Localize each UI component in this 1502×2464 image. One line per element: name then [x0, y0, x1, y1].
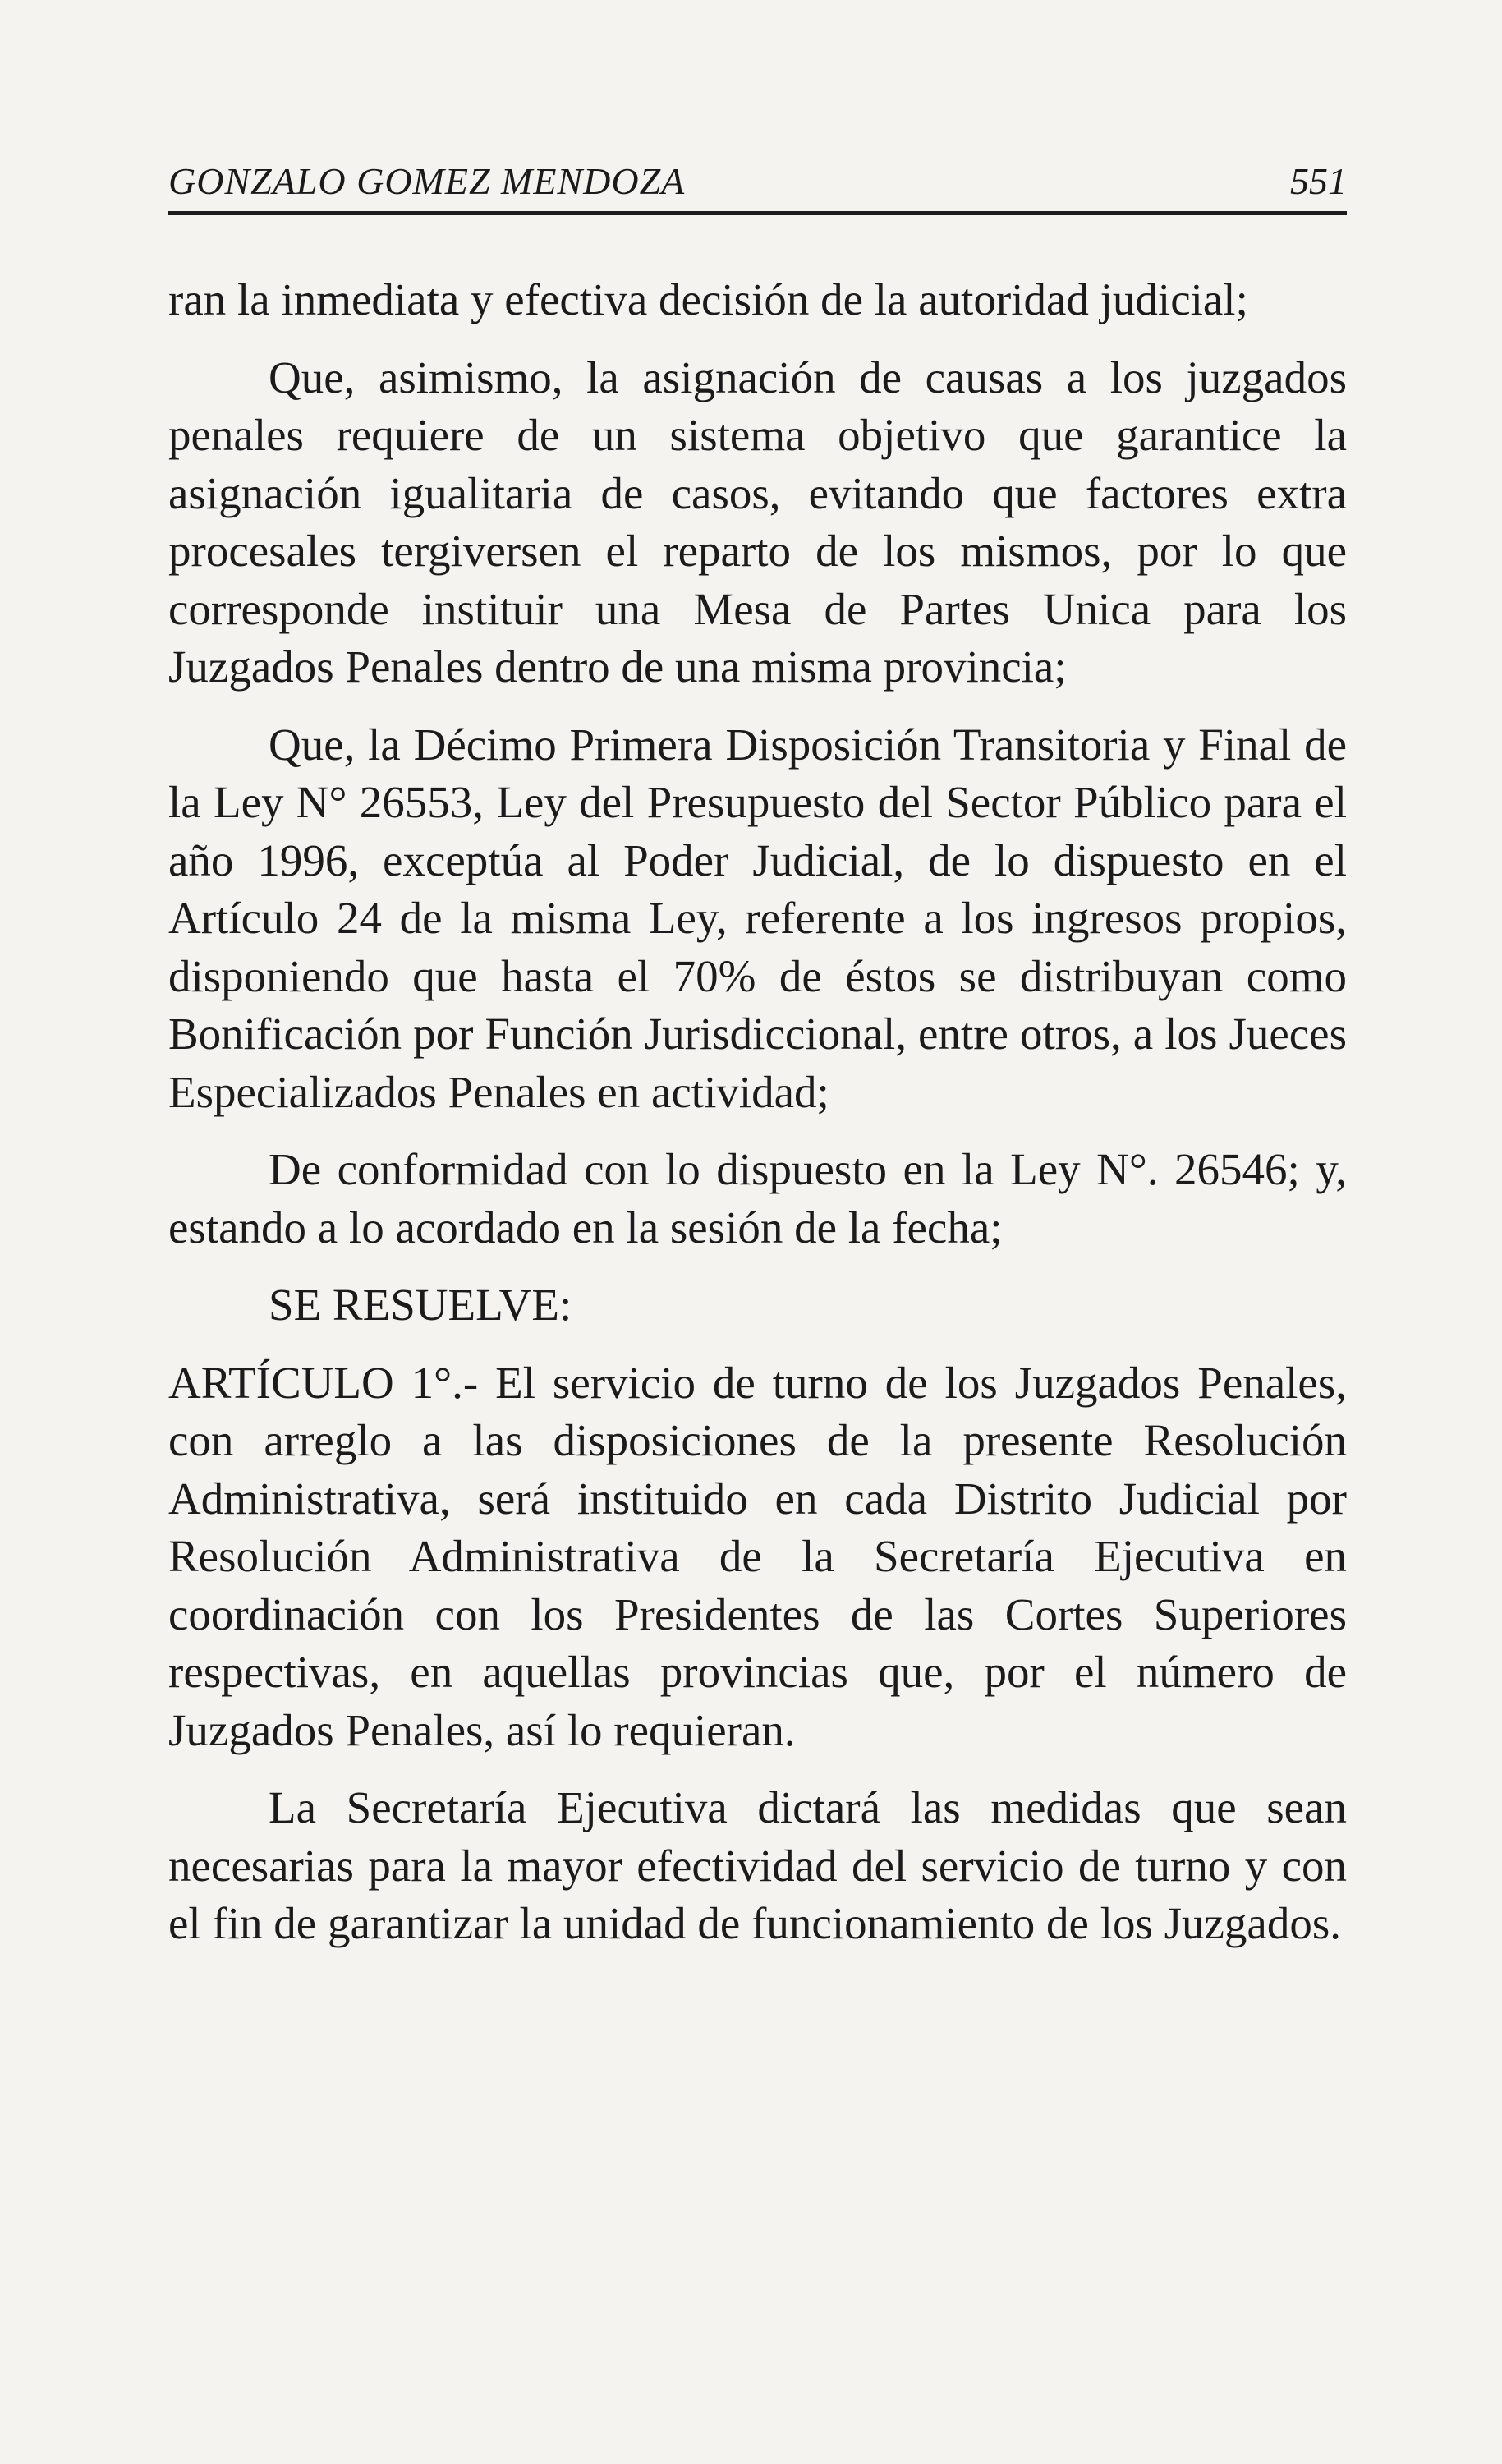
- paragraph-considerando-ley: Que, la Décimo Primera Disposición Transitoria y Final de la Ley N° 26553, Ley del Presupuesto del Sector Público para el año 1996, exceptúa al Poder Judicial, de lo dispuesto en el Artículo 24 de la misma Ley, referente a los ingresos propios, disponiendo que hasta el 70% de éstos se distribuyan como Bonificación por Función Jurisdiccional, entre otros, a los Jueces Especializados Penales en actividad;: [168, 719, 1347, 1117]
- header-rule: [168, 211, 1347, 215]
- paragraph-conformidad: De conformidad con lo dispuesto en la Ley N°. 26546; y, estando a lo acordado en la sesión de la fecha;: [168, 1144, 1347, 1253]
- paragraph-secretaria: La Secretaría Ejecutiva dictará las medidas que sean necesarias para la mayor efectividad del servicio de turno y con el fin de garantizar la unidad de funcionamiento de los Juzgados.: [168, 1782, 1347, 1948]
- header-author: GONZALO GOMEZ MENDOZA: [168, 160, 686, 202]
- paragraph-se-resuelve: SE RESUELVE:: [269, 1280, 572, 1330]
- page-number: 551: [1290, 160, 1347, 202]
- page-body: [168, 271, 1347, 1953]
- running-header: [168, 152, 1347, 209]
- paragraph-considerando-asignacion: Que, asimismo, la asignación de causas a los juzgados penales requiere de un sistema objetivo que garantice la asignación igualitaria de casos, evitando que factores extra procesales tergiversen el reparto de los mismos, por lo que corresponde instituir una Mesa de Partes Unica para los Juzgados Penales dentro de una misma provincia;: [168, 352, 1347, 692]
- paragraph-articulo-1: ARTÍCULO 1°.- El servicio de turno de los Juzgados Penales, con arreglo a las disposiciones de la presente Resolución Administrativa, será instituido en cada Distrito Judicial por Resolución Administrativa de la Secretaría Ejecutiva en coordinación con los Presidentes de las Cortes Superiores respectivas, en aquellas provincias que, por el número de Juzgados Penales, así lo requieran.: [168, 1357, 1347, 1755]
- paragraph-continuation: ran la inmediata y efectiva decisión de la autoridad judicial;: [168, 274, 1248, 324]
